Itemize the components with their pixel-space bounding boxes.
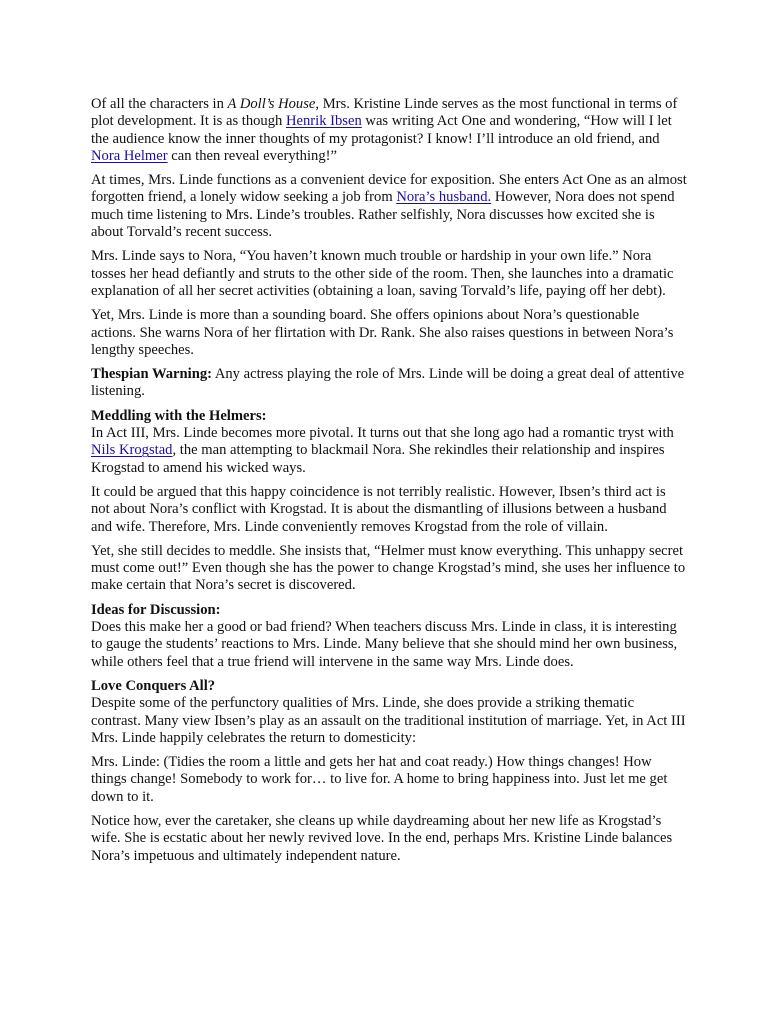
section-heading-meddling: Meddling with the Helmers:: [91, 407, 267, 424]
link-noras-husband[interactable]: Nora’s husband.: [396, 189, 492, 206]
paragraph-intro: [91, 96, 687, 165]
paragraph-hardship: Mrs. Linde says to Nora, “You haven’t known much trouble or hardship in your own life.” Nora tosses her head defiantly and struts to the other side of the room. Then, she launches into a dramatic explanation of all her secret activities (obtaining a loan, saving Torvald’s life, paying off her debt).: [91, 248, 674, 299]
text: However, Nora does not spend much time listening to Mrs. Linde’s troubles. Rather selfishly, Nora discusses how excited she is about Torvald’s recent success.: [91, 189, 675, 241]
link-nora-helmer[interactable]: Nora Helmer: [91, 147, 168, 164]
link-nils-krogstad[interactable]: Nils Krogstad: [91, 442, 173, 459]
play-title: A Doll’s House: [227, 96, 316, 112]
section-heading-love-conquers: Love Conquers All?: [91, 677, 216, 694]
text: At times, Mrs. Linde functions as a convenient device for exposition. She enters Act One as an almost forgotten friend, a lonely widow seeking a job from: [91, 172, 687, 206]
paragraph-conclusion: Notice how, ever the caretaker, she cleans up while daydreaming about her new life as Krogstad’s wife. She is ecstatic about her newly revived love. In the end, perhaps Mrs. Kristine Linde balances Nora’s impetuous and ultimately independent nature.: [91, 812, 673, 864]
text: can then reveal everything!”: [167, 147, 337, 164]
paragraph-exposition: [91, 172, 687, 241]
text: In Act III, Mrs. Linde becomes more pivotal. It turns out that she long ago had a romantic tryst with: [91, 425, 674, 442]
text: Does this make her a good or bad friend? When teachers discuss Mrs. Linde in class, it is interesting to gauge the students’ reactions to Mrs. Linde. Many believe that she should mind her own business, while others feel that a true friend will intervene in the same way Mrs. Linde does.: [91, 619, 678, 670]
thespian-warning-label: Thespian Warning:: [91, 366, 212, 383]
section-discussion: [91, 602, 687, 671]
document-body: [91, 96, 687, 872]
text: Despite some of the perfunctory qualities of Mrs. Linde, she does provide a striking thematic contrast. Many view Ibsen’s play as an assault on the traditional institution of marriage. Yet, in Act III Mrs. Linde happily celebrates the return to domesticity:: [91, 695, 686, 746]
section-love-conquers: [91, 678, 687, 747]
text: Of all the characters in: [91, 96, 228, 112]
text: was writing Act One and wondering, “How will I let the audience know the inner thoughts of my protagonist? I know! I’ll introduce an old friend, and: [91, 113, 672, 147]
paragraph-thespian-warning: [91, 366, 687, 401]
text: , the man attempting to blackmail Nora. She rekindles their relationship and inspires Krogstad to amend his wicked ways.: [91, 442, 665, 476]
paragraph-quote: Mrs. Linde: (Tidies the room a little and gets her hat and coat ready.) How things changes! How things change! Somebody to work for… to live for. A home to bring happiness into. Just let me get down to it.: [91, 754, 668, 805]
text: , Mrs. Kristine Linde serves as the most functional in terms of plot development. It is as though: [91, 96, 678, 130]
paragraph-meddle: Yet, she still decides to meddle. She insists that, “Helmer must know everything. This unhappy secret must come out!” Even though she has the power to change Krogstad’s mind, she uses her influence to make certain that Nora’s secret is discovered.: [91, 542, 686, 594]
section-meddling: [91, 408, 687, 477]
link-henrik-ibsen[interactable]: Henrik Ibsen: [285, 113, 362, 130]
text: Any actress playing the role of Mrs. Linde will be doing a great deal of attentive listening.: [91, 366, 685, 400]
paragraph-coincidence: It could be argued that this happy coincidence is not terribly realistic. However, Ibsen’s third act is not about Nora’s conflict with Krogstad. It is about the dismantling of illusions between a husband and wife. Therefore, Mrs. Linde conveniently removes Krogstad from the role of villain.: [91, 483, 667, 535]
paragraph-sounding-board: Yet, Mrs. Linde is more than a sounding board. She offers opinions about Nora’s questionable actions. She warns Nora of her flirtation with Dr. Rank. She also raises questions in between Nora’s lengthy speeches.: [91, 307, 674, 358]
section-heading-discussion: Ideas for Discussion:: [91, 601, 221, 618]
